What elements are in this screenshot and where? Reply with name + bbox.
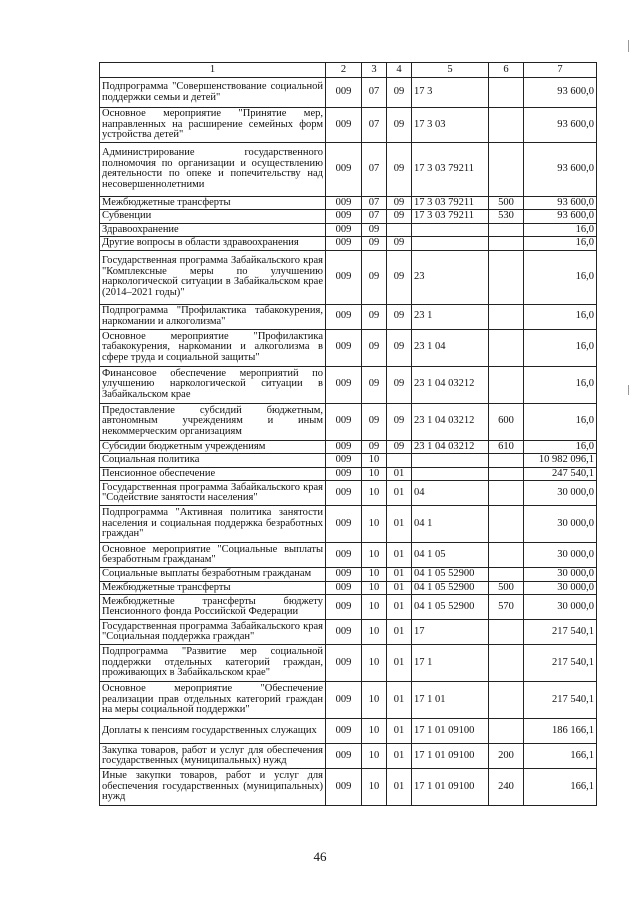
- row-name: Подпрограмма "Активная политика занятости населения и социальная поддержка безработных граждан": [100, 506, 326, 543]
- column-header: 2: [326, 63, 362, 78]
- row-admin-code: 009: [326, 568, 362, 582]
- table-row: [100, 210, 597, 224]
- row-admin-code: 009: [326, 645, 362, 682]
- row-expense-type: [489, 506, 524, 543]
- row-admin-code: 009: [326, 223, 362, 237]
- row-name: Государственная программа Забайкальского края "Комплексные меры по улучшению наркологической ситуации в Забайкальском крае (2014–2021 годы)": [100, 250, 326, 304]
- row-expense-type: 610: [489, 440, 524, 454]
- row-section-code: 10: [362, 719, 387, 744]
- row-amount: 93 600,0: [524, 142, 597, 196]
- row-target-article: 17 3 03 79211: [412, 142, 489, 196]
- row-name: Закупка товаров, работ и услуг для обеспечения государственных (муниципальных) нужд: [100, 744, 326, 769]
- table-row: [100, 719, 597, 744]
- row-subsection-code: 01: [387, 467, 412, 481]
- row-section-code: 10: [362, 744, 387, 769]
- row-subsection-code: 01: [387, 595, 412, 620]
- row-subsection-code: 01: [387, 506, 412, 543]
- table-row: [100, 467, 597, 481]
- row-subsection-code: 01: [387, 481, 412, 506]
- row-target-article: 17 3 03 79211: [412, 210, 489, 224]
- row-admin-code: 009: [326, 108, 362, 143]
- row-section-code: 07: [362, 196, 387, 210]
- row-amount: 16,0: [524, 250, 597, 304]
- row-name: Подпрограмма "Развитие мер социальной поддержки отдельных категорий граждан, проживающих в Забайкальском крае": [100, 645, 326, 682]
- row-amount: 217 540,1: [524, 620, 597, 645]
- row-target-article: 23 1 04 03212: [412, 366, 489, 403]
- row-subsection-code: 01: [387, 744, 412, 769]
- row-expense-type: 570: [489, 595, 524, 620]
- column-header: 7: [524, 63, 597, 78]
- column-header: 1: [100, 63, 326, 78]
- row-admin-code: 009: [326, 329, 362, 366]
- row-section-code: 09: [362, 223, 387, 237]
- row-subsection-code: 09: [387, 403, 412, 440]
- row-expense-type: [489, 304, 524, 329]
- table-row: [100, 744, 597, 769]
- column-header: 6: [489, 63, 524, 78]
- table-row: [100, 568, 597, 582]
- row-amount: 10 982 096,1: [524, 454, 597, 468]
- row-section-code: 09: [362, 329, 387, 366]
- row-section-code: 10: [362, 454, 387, 468]
- table-row: [100, 304, 597, 329]
- row-target-article: 17 3 03: [412, 108, 489, 143]
- row-name: Межбюджетные трансферты: [100, 581, 326, 595]
- row-admin-code: 009: [326, 142, 362, 196]
- row-amount: 30 000,0: [524, 481, 597, 506]
- table-row: [100, 237, 597, 251]
- row-amount: 16,0: [524, 403, 597, 440]
- row-admin-code: 009: [326, 744, 362, 769]
- row-admin-code: 009: [326, 620, 362, 645]
- row-admin-code: 009: [326, 210, 362, 224]
- row-section-code: 07: [362, 210, 387, 224]
- row-expense-type: [489, 682, 524, 719]
- row-amount: 16,0: [524, 304, 597, 329]
- row-expense-type: [489, 78, 524, 108]
- row-expense-type: [489, 645, 524, 682]
- row-amount: 16,0: [524, 366, 597, 403]
- table-row: [100, 366, 597, 403]
- row-expense-type: [489, 568, 524, 582]
- row-subsection-code: 01: [387, 682, 412, 719]
- table-row: [100, 108, 597, 143]
- row-target-article: [412, 237, 489, 251]
- row-target-article: 04 1 05: [412, 543, 489, 568]
- row-name: Доплаты к пенсиям государственных служащих: [100, 719, 326, 744]
- row-name: Иные закупки товаров, работ и услуг для обеспечения государственных (муниципальных) нужд: [100, 769, 326, 806]
- row-name: Основное мероприятие "Социальные выплаты безработным гражданам": [100, 543, 326, 568]
- row-amount: 30 000,0: [524, 595, 597, 620]
- row-target-article: 23: [412, 250, 489, 304]
- row-target-article: 23 1 04 03212: [412, 440, 489, 454]
- row-expense-type: [489, 454, 524, 468]
- row-target-article: 04 1 05 52900: [412, 595, 489, 620]
- row-amount: 186 166,1: [524, 719, 597, 744]
- row-target-article: 17 1 01 09100: [412, 744, 489, 769]
- row-target-article: 04: [412, 481, 489, 506]
- row-name: Субсидии бюджетным учреждениям: [100, 440, 326, 454]
- row-subsection-code: 01: [387, 581, 412, 595]
- row-admin-code: 009: [326, 250, 362, 304]
- table-row: [100, 196, 597, 210]
- row-admin-code: 009: [326, 196, 362, 210]
- row-section-code: 09: [362, 304, 387, 329]
- row-admin-code: 009: [326, 403, 362, 440]
- row-admin-code: 009: [326, 467, 362, 481]
- row-subsection-code: 01: [387, 568, 412, 582]
- row-amount: 93 600,0: [524, 108, 597, 143]
- row-target-article: 17 1: [412, 645, 489, 682]
- row-admin-code: 009: [326, 769, 362, 806]
- row-amount: 16,0: [524, 440, 597, 454]
- row-subsection-code: 09: [387, 237, 412, 251]
- row-name: Основное мероприятие "Принятие мер, направленных на расширение семейных форм устройства детей": [100, 108, 326, 143]
- row-section-code: 10: [362, 682, 387, 719]
- row-amount: 166,1: [524, 744, 597, 769]
- row-expense-type: [489, 366, 524, 403]
- row-section-code: 10: [362, 595, 387, 620]
- budget-table: [99, 62, 597, 806]
- row-expense-type: [489, 329, 524, 366]
- row-subsection-code: 01: [387, 620, 412, 645]
- row-section-code: 09: [362, 237, 387, 251]
- row-admin-code: 009: [326, 595, 362, 620]
- table-row: [100, 682, 597, 719]
- table-row: [100, 250, 597, 304]
- row-name: Межбюджетные трансферты бюджету Пенсионного фонда Российской Федерации: [100, 595, 326, 620]
- table-header-row: [100, 63, 597, 78]
- row-section-code: 10: [362, 481, 387, 506]
- row-target-article: 17 1 01 09100: [412, 769, 489, 806]
- row-name: Другие вопросы в области здравоохранения: [100, 237, 326, 251]
- row-target-article: 04 1: [412, 506, 489, 543]
- row-expense-type: [489, 543, 524, 568]
- row-name: Пенсионное обеспечение: [100, 467, 326, 481]
- row-amount: 217 540,1: [524, 645, 597, 682]
- row-amount: 93 600,0: [524, 196, 597, 210]
- table-row: [100, 440, 597, 454]
- row-target-article: 17 3: [412, 78, 489, 108]
- column-header: 5: [412, 63, 489, 78]
- row-target-article: 04 1 05 52900: [412, 581, 489, 595]
- row-admin-code: 009: [326, 682, 362, 719]
- table-row: [100, 506, 597, 543]
- row-amount: 30 000,0: [524, 581, 597, 595]
- row-subsection-code: 01: [387, 645, 412, 682]
- row-expense-type: [489, 467, 524, 481]
- row-target-article: 17 1 01: [412, 682, 489, 719]
- row-expense-type: [489, 620, 524, 645]
- row-name: Социальная политика: [100, 454, 326, 468]
- row-section-code: 10: [362, 543, 387, 568]
- row-amount: 30 000,0: [524, 568, 597, 582]
- row-expense-type: [489, 237, 524, 251]
- row-section-code: 10: [362, 645, 387, 682]
- row-admin-code: 009: [326, 506, 362, 543]
- row-amount: 247 540,1: [524, 467, 597, 481]
- row-name: Основное мероприятие "Профилактика табакокурения, наркомании и алкоголизма в сфере труда и социальной защиты": [100, 329, 326, 366]
- row-subsection-code: 01: [387, 769, 412, 806]
- row-target-article: [412, 454, 489, 468]
- row-subsection-code: 09: [387, 329, 412, 366]
- row-target-article: 23 1: [412, 304, 489, 329]
- row-target-article: 23 1 04 03212: [412, 403, 489, 440]
- row-admin-code: 009: [326, 78, 362, 108]
- row-section-code: 09: [362, 250, 387, 304]
- row-target-article: 23 1 04: [412, 329, 489, 366]
- row-section-code: 10: [362, 581, 387, 595]
- row-section-code: 09: [362, 440, 387, 454]
- row-name: Социальные выплаты безработным гражданам: [100, 568, 326, 582]
- table-row: [100, 78, 597, 108]
- table-row: [100, 329, 597, 366]
- row-expense-type: 500: [489, 581, 524, 595]
- row-expense-type: 600: [489, 403, 524, 440]
- row-amount: 93 600,0: [524, 78, 597, 108]
- row-admin-code: 009: [326, 481, 362, 506]
- row-name: Государственная программа Забайкальского края "Социальная поддержка граждан": [100, 620, 326, 645]
- row-amount: 30 000,0: [524, 543, 597, 568]
- table-row: [100, 223, 597, 237]
- row-amount: 30 000,0: [524, 506, 597, 543]
- row-subsection-code: 09: [387, 366, 412, 403]
- row-name: Основное мероприятие "Обеспечение реализации прав отдельных категорий граждан на меры социальной поддержки": [100, 682, 326, 719]
- row-expense-type: [489, 108, 524, 143]
- table-row: [100, 645, 597, 682]
- table-row: [100, 454, 597, 468]
- row-amount: 217 540,1: [524, 682, 597, 719]
- column-header: 4: [387, 63, 412, 78]
- row-target-article: [412, 467, 489, 481]
- table-row: [100, 595, 597, 620]
- row-section-code: 10: [362, 506, 387, 543]
- row-subsection-code: [387, 454, 412, 468]
- row-admin-code: 009: [326, 454, 362, 468]
- table-row: [100, 403, 597, 440]
- table-row: [100, 620, 597, 645]
- row-amount: 93 600,0: [524, 210, 597, 224]
- row-admin-code: 009: [326, 440, 362, 454]
- row-amount: 16,0: [524, 237, 597, 251]
- row-expense-type: 240: [489, 769, 524, 806]
- row-target-article: 17 1 01 09100: [412, 719, 489, 744]
- row-name: Подпрограмма "Профилактика табакокурения, наркомании и алкоголизма": [100, 304, 326, 329]
- row-expense-type: [489, 481, 524, 506]
- row-section-code: 09: [362, 366, 387, 403]
- row-expense-type: [489, 250, 524, 304]
- row-subsection-code: 09: [387, 108, 412, 143]
- row-expense-type: 200: [489, 744, 524, 769]
- row-name: Здравоохранение: [100, 223, 326, 237]
- row-target-article: 17: [412, 620, 489, 645]
- row-amount: 16,0: [524, 223, 597, 237]
- row-admin-code: 009: [326, 237, 362, 251]
- row-target-article: 17 3 03 79211: [412, 196, 489, 210]
- row-subsection-code: 09: [387, 440, 412, 454]
- row-name: Межбюджетные трансферты: [100, 196, 326, 210]
- row-subsection-code: 09: [387, 196, 412, 210]
- row-subsection-code: 01: [387, 719, 412, 744]
- table-row: [100, 142, 597, 196]
- row-name: Субвенции: [100, 210, 326, 224]
- page-number: 46: [313, 849, 327, 864]
- row-expense-type: 530: [489, 210, 524, 224]
- row-subsection-code: 09: [387, 304, 412, 329]
- row-section-code: 07: [362, 78, 387, 108]
- row-subsection-code: [387, 223, 412, 237]
- row-section-code: 07: [362, 142, 387, 196]
- row-section-code: 10: [362, 769, 387, 806]
- row-section-code: 10: [362, 467, 387, 481]
- row-target-article: 04 1 05 52900: [412, 568, 489, 582]
- row-subsection-code: 09: [387, 78, 412, 108]
- row-amount: 16,0: [524, 329, 597, 366]
- row-name: Предоставление субсидий бюджетным, автономным учреждениям и иным некоммерческим организациям: [100, 403, 326, 440]
- row-section-code: 10: [362, 620, 387, 645]
- row-admin-code: 009: [326, 304, 362, 329]
- table-row: [100, 581, 597, 595]
- row-admin-code: 009: [326, 719, 362, 744]
- row-name: Подпрограмма "Совершенствование социальной поддержки семьи и детей": [100, 78, 326, 108]
- row-expense-type: 500: [489, 196, 524, 210]
- row-subsection-code: 09: [387, 142, 412, 196]
- table-row: [100, 543, 597, 568]
- row-section-code: 07: [362, 108, 387, 143]
- row-subsection-code: 09: [387, 210, 412, 224]
- scan-mark: [628, 40, 629, 52]
- row-name: Администрирование государственного полномочия по организации и осуществлению деятельности по опеке и попечительству над несовершеннолетними: [100, 142, 326, 196]
- row-name: Государственная программа Забайкальского края "Содействие занятости населения": [100, 481, 326, 506]
- row-section-code: 09: [362, 403, 387, 440]
- row-expense-type: [489, 719, 524, 744]
- row-admin-code: 009: [326, 581, 362, 595]
- row-subsection-code: 09: [387, 250, 412, 304]
- scan-mark: [628, 385, 629, 395]
- row-section-code: 10: [362, 568, 387, 582]
- row-expense-type: [489, 223, 524, 237]
- row-amount: 166,1: [524, 769, 597, 806]
- row-name: Финансовое обеспечение мероприятий по улучшению наркологической ситуации в Забайкальском крае: [100, 366, 326, 403]
- row-subsection-code: 01: [387, 543, 412, 568]
- table-row: [100, 481, 597, 506]
- column-header: 3: [362, 63, 387, 78]
- row-admin-code: 009: [326, 366, 362, 403]
- row-admin-code: 009: [326, 543, 362, 568]
- table-row: [100, 769, 597, 806]
- row-expense-type: [489, 142, 524, 196]
- row-target-article: [412, 223, 489, 237]
